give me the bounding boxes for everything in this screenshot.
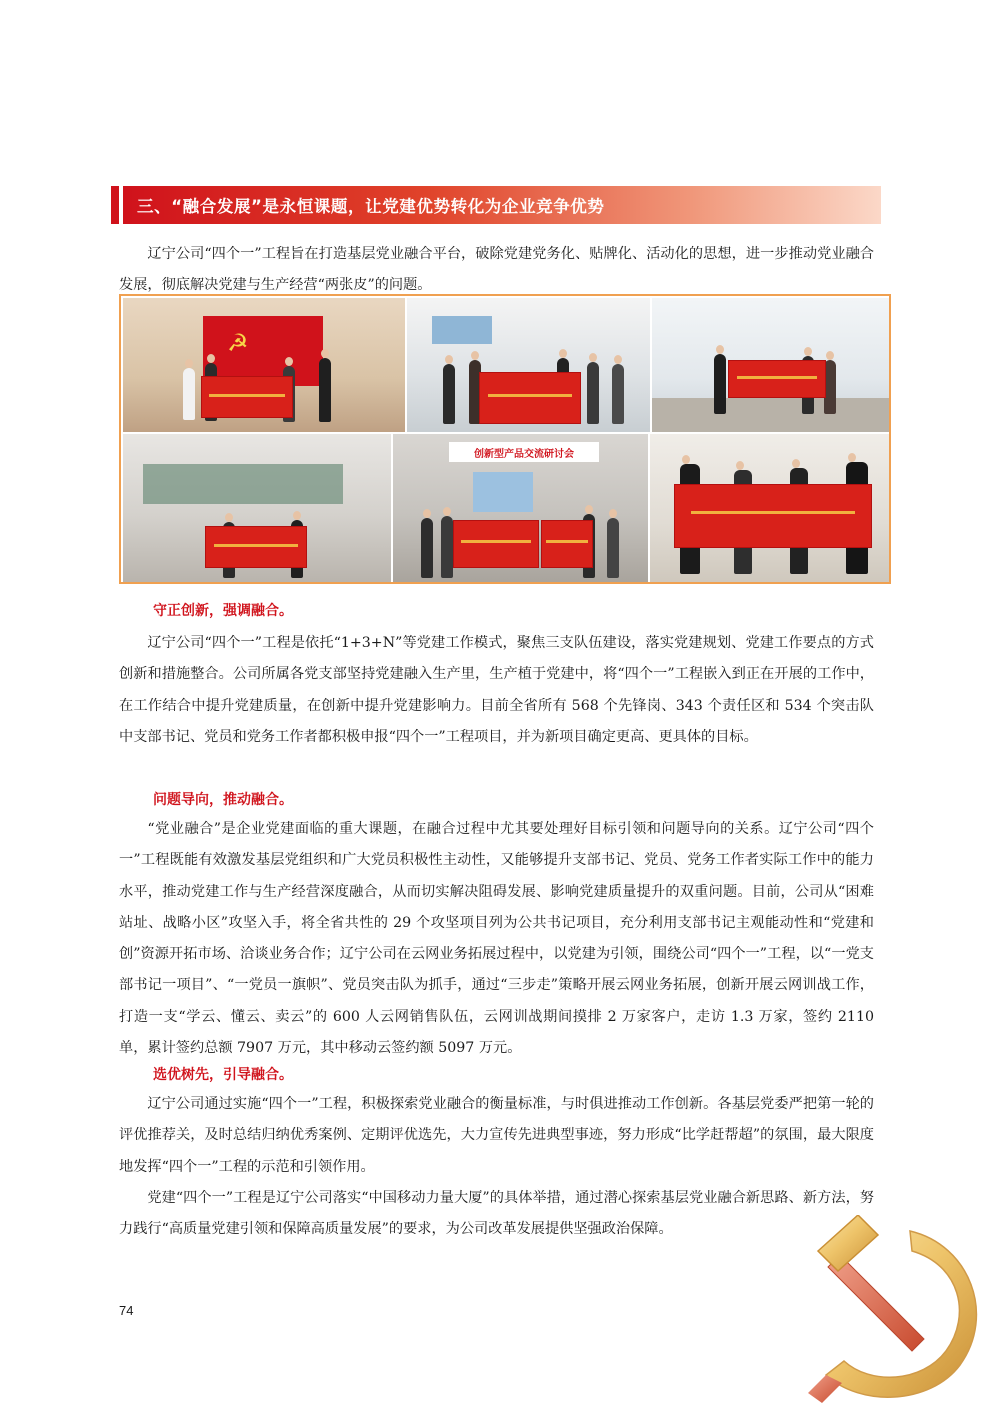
party-emblem-icon [800,1215,992,1403]
team-banner [205,526,307,568]
section-header-bar [111,186,881,224]
team-banner [453,520,539,568]
team-photo-6 [650,434,889,582]
team-photo-4 [123,434,391,582]
section-accent-stripe [111,186,119,224]
seminar-sign: 创新型产品交流研讨会 [449,442,599,462]
team-banner [479,372,581,424]
team-banner [541,520,593,568]
team-photo-2 [407,298,650,432]
photo-collage [119,294,891,584]
closing-paragraph: 党建“四个一”工程是辽宁公司落实“中国移动力量大厦”的具体举措，通过潜心探索基层党业融合新思路、新方法，努力践行“高质量党建引领和保障高质量发展”的要求，为公司改革发展提供坚强政治保障。 [119,1190,874,1238]
subsection-heading-1: 守正创新，强调融合。 [153,603,293,619]
section-header-fill [123,186,881,224]
section-title: 三、“融合发展”是永恒课题，让党建优势转化为企业竞争优势 [137,197,605,216]
team-photo-5 [393,434,648,582]
team-banner [728,360,826,398]
subsection-heading-2: 问题导向，推动融合。 [153,792,293,808]
team-banner [674,484,872,548]
team-photo-3 [652,298,889,432]
subsection-paragraph-1: 辽宁公司“四个一”工程是依托“1+3+N”等党建工作模式，聚焦三支队伍建设，落实党建规划、党建工作要点的方式创新和措施整合。公司所属各党支部坚持党建融入生产里，生产植于党建中，将“四个一”工程嵌入到正在开展的工作中，在工作结合中提升党建质量，在创新中提升党建影响力。目前全省所有 568 个先锋岗、343 个责任区和 534 个突击队中支部书记、党员和党务工作者都积极申报“四个一”工程项目，并为新项目确定更高、更具体的目标。 [119,635,874,745]
subsection-heading-3: 选优树先，引导融合。 [153,1067,293,1083]
subsection-paragraph-3: 辽宁公司通过实施“四个一”工程，积极探索党业融合的衡量标准，与时俱进推动工作创新。各基层党委严把第一轮的评优推荐关，及时总结归纳优秀案例、定期评优选先，大力宣传先进典型事迹，努力形成“比学赶帮超”的氛围，最大限度地发挥“四个一”工程的示范和引领作用。 [119,1096,874,1175]
team-photo-1 [123,298,405,432]
page-number: 74 [119,1303,134,1318]
intro-paragraph: 辽宁公司“四个一”工程旨在打造基层党业融合平台，破除党建党务化、贴牌化、活动化的思想，进一步推动党业融合发展，彻底解决党建与生产经营“两张皮”的问题。 [119,246,874,294]
team-banner [201,376,293,418]
subsection-paragraph-2: “党业融合”是企业党建面临的重大课题，在融合过程中尤其要处理好目标引领和问题导向的关系。辽宁公司“四个一”工程既能有效激发基层党组织和广大党员积极性主动性，又能够提升支部书记、党员、党务工作者实际工作中的能力水平，推动党建工作与生产经营深度融合，从而切实解决阻碍发展、影响党建质量提升的双重问题。目前，公司从“困难站址、战略小区”攻坚入手，将全省共性的 29 个攻坚项目列为公共书记项目，充分利用支部书记主观能动性和“党建和创”资源开拓市场、洽谈业务合作；辽宁公司在云网业务拓展过程中，以党建为引领，围绕公司“四个一”工程，以“一党支部书记一项目”、“一党员一旗帜”、党员突击队为抓手，通过“三步走”策略开展云网业务拓展，创新开展云网训战工作，打造一支“学云、懂云、卖云”的 600 人云网销售队伍，云网训战期间摸排 2 万家客户，走访 1.3 万家，签约 2110 单，累计签约总额 7907 万元，其中移动云签约额 5097 万元。 [119,821,874,1057]
